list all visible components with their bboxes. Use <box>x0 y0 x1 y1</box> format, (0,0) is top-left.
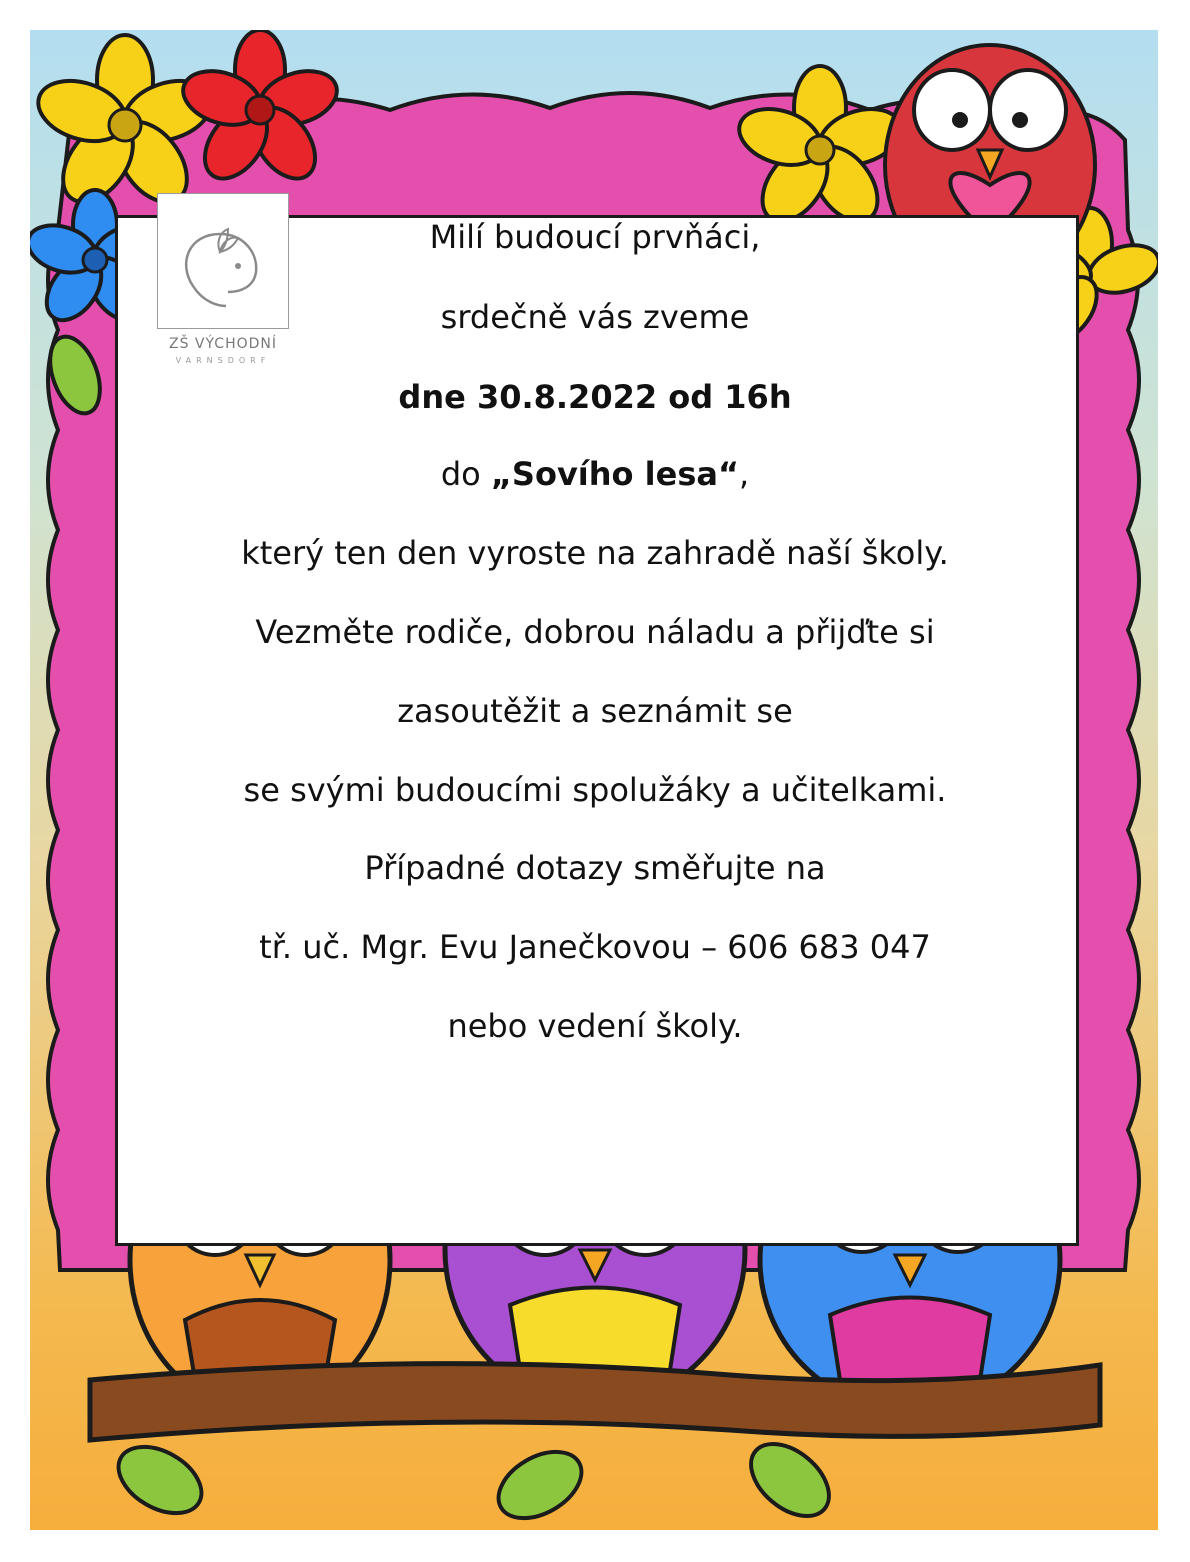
place-name: „Sovího lesa“ <box>490 455 740 493</box>
text-line-6: Vezměte rodiče, dobrou náladu a přijďte si <box>255 613 935 651</box>
school-name: ZŠ VÝCHODNÍ <box>169 336 277 352</box>
text-line-8: se svými budoucími spolužáky a učitelkami. <box>243 771 947 809</box>
leaf-icon <box>487 1438 593 1530</box>
place-suffix: , <box>739 455 750 493</box>
invite-line: srdečně vás zveme <box>440 298 750 336</box>
contact-line: tř. uč. Mgr. Evu Janečkovou – 606 683 047 <box>259 928 931 966</box>
school-town: VARNSDORF <box>175 356 271 365</box>
leaf-icon <box>107 1433 213 1526</box>
text-line-11: nebo vedení školy. <box>447 1007 743 1045</box>
text-line-7: zasoutěžit a seznámit se <box>397 692 793 730</box>
place-prefix: do <box>440 455 491 493</box>
greeting-line: Milí budoucí prvňáci, <box>429 218 761 256</box>
place-line <box>0 455 1190 493</box>
text-line-9: Případné dotazy směřujte na <box>364 849 826 887</box>
text-line-5: který ten den vyroste na zahradě naší školy. <box>241 534 949 572</box>
leaf-icon <box>738 1430 843 1530</box>
date-line: dne 30.8.2022 od 16h <box>398 378 792 416</box>
invitation-paper <box>115 215 1079 1246</box>
